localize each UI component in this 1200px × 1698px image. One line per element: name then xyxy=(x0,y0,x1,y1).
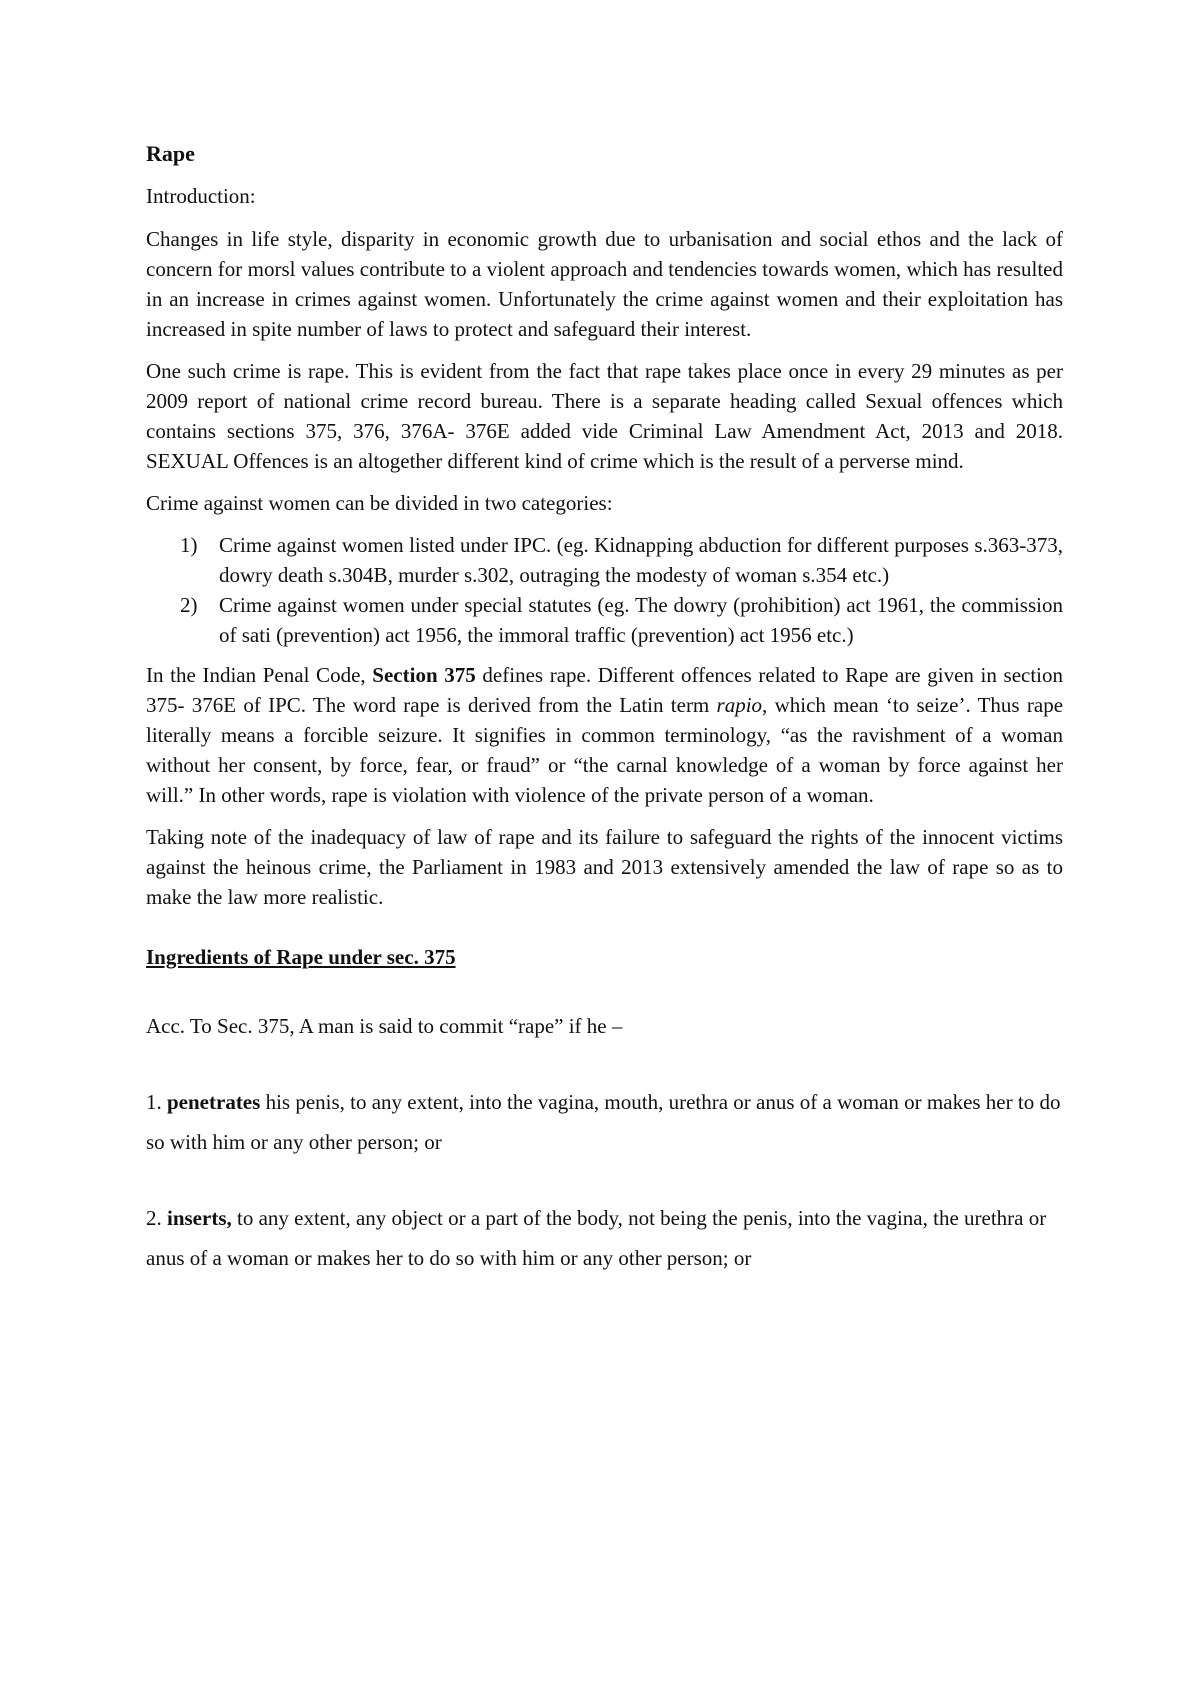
ingredient-keyword: penetrates xyxy=(167,1090,261,1114)
paragraph-inadequacy: Taking note of the inadequacy of law of rape and its failure to safeguard the rights of the innocent victims against the heinous crime, the Parliament in 1983 and 2013 extensively amended the law of rape so as to make the law more realistic. xyxy=(146,825,1063,909)
paragraph-one-such-crime: One such crime is rape. This is evident from the fact that rape takes place once in every 29 minutes as per 2009 report of national crime record bureau. There is a separate heading called Sexual offences which contains sections 375, 376, 376A- 376E added vide Criminal Law Amendment Act, 2013 and 2018. SEXUAL Offences is an altogether different kind of crime which is the result of a perverse mind. xyxy=(146,359,1063,473)
ingredient-text: his penis, to any extent, into the vagina, mouth, urethra or anus of a woman or makes her to do so with him or any other person; or xyxy=(146,1090,1061,1154)
list-item-number: 2) xyxy=(180,593,198,617)
text-run: In the Indian Penal Code, xyxy=(146,663,373,687)
ingredient-item-2 xyxy=(146,1198,1063,1278)
ingredient-text: to any extent, any object or a part of the body, not being the penis, into the vagina, the urethra or anus of a woman or makes her to do so with him or any other person; or xyxy=(146,1206,1047,1270)
paragraph-categories-intro: Crime against women can be divided in two categories: xyxy=(146,491,613,515)
list-item xyxy=(146,590,1063,650)
categories-list xyxy=(146,530,1063,650)
ingredient-item-1 xyxy=(146,1082,1063,1162)
intro-label: Introduction: xyxy=(146,184,256,208)
document-body xyxy=(146,140,1063,1278)
ingredient-number: 1. xyxy=(146,1090,167,1114)
document-title: Rape xyxy=(146,141,195,166)
paragraph-acc-to-sec: Acc. To Sec. 375, A man is said to commit “rape” if he – xyxy=(146,1014,623,1038)
paragraph-changes: Changes in life style, disparity in economic growth due to urbanisation and social ethos and the lack of concern for morsl values contribute to a violent approach and tendencies towards women, which has resulted in an increase in crimes against women. Unfortunately the crime against women and their exploitation has increased in spite number of laws to protect and safeguard their interest. xyxy=(146,227,1063,341)
list-item-text: Crime against women under special statutes (eg. The dowry (prohibition) act 1961, the commission of sati (prevention) act 1956, the immoral traffic (prevention) act 1956 etc.) xyxy=(219,593,1063,647)
rapio-italic: rapio, xyxy=(716,693,768,717)
ingredient-keyword: inserts, xyxy=(167,1206,232,1230)
list-item xyxy=(146,530,1063,590)
ingredients-heading: Ingredients of Rape under sec. 375 xyxy=(146,945,456,969)
section-375-bold: Section 375 xyxy=(372,663,476,687)
paragraph-section-375 xyxy=(146,660,1063,810)
text-run: which mean ‘to seize’. Thus rape literally means a forcible seizure. It signifies in common terminology, “as the ravishment of a woman without her consent, by force, fear, or fraud” or “the carnal knowledge of a woman by force against her will.” In other words, rape is violation with violence of the private person of a woman. xyxy=(146,693,1064,807)
ingredient-number: 2. xyxy=(146,1206,167,1230)
list-item-number: 1) xyxy=(180,533,198,557)
list-item-text: Crime against women listed under IPC. (eg. Kidnapping abduction for different purposes s.363-373, dowry death s.304B, murder s.302, outraging the modesty of woman s.354 etc.) xyxy=(219,533,1063,587)
text-run: defines rape. Different offences related to Rape are given in section 375- 376E of IPC. The word rape is derived from the Latin term xyxy=(146,663,1064,717)
